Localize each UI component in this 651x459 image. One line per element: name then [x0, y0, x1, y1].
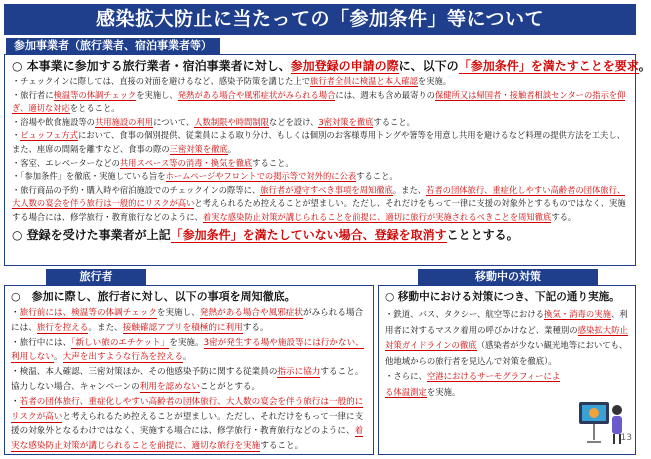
traveler-box — [4, 285, 374, 455]
business-conditions-box — [4, 54, 651, 266]
business-bullet-list — [12, 75, 628, 225]
business-bullet-shared-facilities: ・浴場や飲食施設等の共用施設の利用について、人数制限や時間制限などを設け、3密対策を徹底すること。 — [12, 116, 415, 127]
transit-bullet-list — [385, 307, 629, 400]
transit-bullet-thermography: ・さらに、空港におけるサーモグラフィーによる体温測定を実施。 — [385, 371, 561, 397]
business-bullet-health-check: ・旅行者に検温等の体調チェックを実施し、発熱がある場合や風邪症状がみられる場合には、週末も含め最寄りの保健所又は帰国者・接触者相談センターの指示を仰ぎ、適切な対応をとること。 — [12, 89, 626, 114]
traveler-bullet-cooperate: ・検温、本人確認、三密対策ほか、その他感染予防に関する従業員の指示に協力すること。協力しない場合、キャンペーンの利用を認めないことがとする。 — [11, 367, 364, 392]
transit-box — [378, 285, 636, 455]
traveler-bullet-group-travel: ・若者の団体旅行、重症化しやすい高齢者の団体旅行、大人数の宴会を伴う旅行は一般的にリスクが高いと考えられるため控えることが望ましい。ただし、それだけをもって一律に支援の対象外となるわけではなく、実施する場合には、修学旅行・教育旅行などのように、着実な感染防止対策が講じられることを前提に、適切な旅行を実施すること。 — [11, 396, 364, 452]
business-lead: ○ 本事業に参加する旅行業者・宿泊事業者に対し、参加登録の申請の際に、以下の「参加条件」を満たすことを要求。 — [12, 59, 651, 73]
traveler-bullet-etiquette: ・旅行中には、「新しい旅のエチケット」を実施。3密が発生する場や施設等には行かない、利用しない。大声を出すような行為を控える。 — [11, 337, 364, 363]
section-label-transit: 移動中の対策 — [418, 269, 598, 285]
transit-bullet-guidelines: ・鉄道、バス、タクシー、航空等における換気・消毒の実施、利用者に対するマスク着用の呼びかけなど、業種別の感染拡大防止対策ガイドラインの徹底（感染者が少ない観光地等においても、他地域からの旅行者を見込んで対策を徹底）。 — [385, 309, 628, 366]
transit-lead: ○ 移動中における対策につき、下記の通り実施。 — [385, 291, 620, 303]
section-label-traveler: 旅行者 — [46, 269, 146, 285]
business-revocation-note: ○ 登録を受けた事業者が上記「参加条件」を満たしていない場合、登録を取消すこととする。 — [12, 227, 519, 242]
business-bullet-checkin: ・チェックインに際しては、直接の対面を避けるなど、感染予防策を講じた上で旅行者全員に検温と本人確認を実施。 — [12, 76, 452, 86]
business-bullet-publish: ・「参加条件」を徹底・実施している旨をホームページやフロントでの掲示等で対外的に公表すること。 — [12, 171, 398, 182]
thermography-camera-icon — [575, 396, 627, 446]
page-number: 13 — [620, 433, 632, 443]
business-bullet-disinfection: ・客室、エレベーターなどの共用スペース等の消毒・換気を徹底すること。 — [12, 157, 294, 168]
business-bullet-notify-travelers: ・旅行商品の予約・購入時や宿泊施設でのチェックインの際等に、旅行者が遵守すべき事項を周知徹底。また、若者の団体旅行、重症化しやすい高齢者の団体旅行、大人数の宴会を伴う旅行は一般的にリスクが高いと考えられるため控えることが望ましい。ただし、それだけをもって一律に支援の対象外とするものではなく、実施する場合には、修学旅行・教育旅行などのように、着実な感染防止対策が講じられることを前提に、適切に旅行が実施されるべきことを周知徹底する。 — [12, 184, 626, 222]
business-bullet-buffet: ・ビュッフェ方式において、食事の個別提供、従業員による取り分け、もしくは個別のお客様専用トングや箸等を用意し共用を避けるなど料理の提供方法を工夫し、また、座席の間隔を離すなど、食事の際の三密対策を徹底。 — [12, 130, 625, 154]
traveler-lead: ○ 参加に際し、旅行者に対し、以下の事項を周知徹底。 — [11, 290, 296, 303]
page-title: 感染拡大防止に当たっての「参加条件」等について — [4, 4, 636, 35]
section-label-business: 参加事業者（旅行業者、宿泊事業者等） — [6, 38, 220, 54]
traveler-bullet-health-check: ・旅行前には、検温等の体調チェックを実施し、発熱がある場合や風邪症状がみられる場合には、旅行を控える。また、接触確認アプリを積極的に利用する。 — [11, 308, 364, 333]
traveler-bullet-list — [11, 306, 367, 454]
